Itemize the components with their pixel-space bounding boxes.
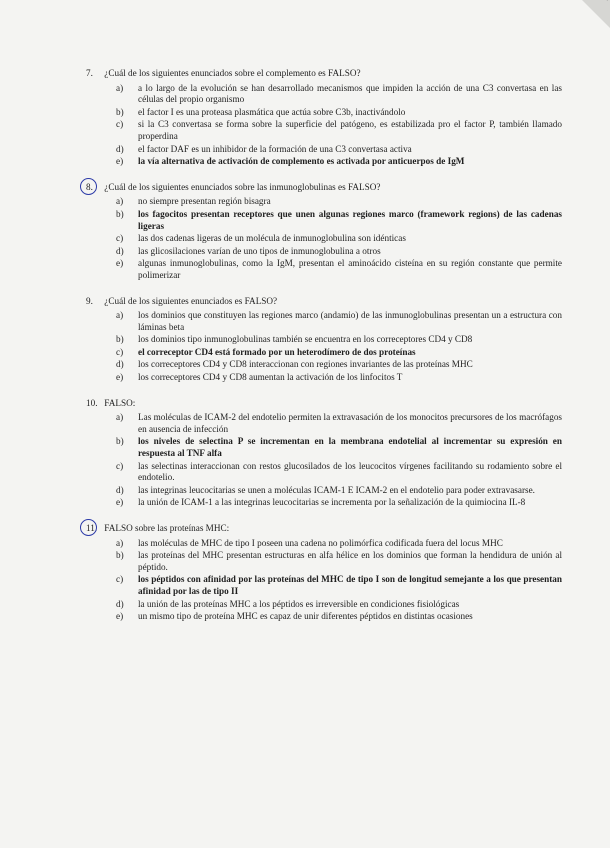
handwritten-circle-mark [80,178,97,195]
question-stem [86,523,562,535]
question-7 [86,68,562,168]
option-c: c) las selectinas interaccionan con restos glucosilados de los leucocitos vírgenes facilitando su rodamiento sobre el endotelio. [116,460,562,483]
option-list [86,83,562,168]
option-d: d) los correceptores CD4 y CD8 interaccionan con regiones invariantes de las proteínas MHC [116,359,473,370]
option-e: e) algunas inmunoglobulinas, como la IgM, presentan el aminoácido cisteína en su región constante que permite polimerizar [116,258,562,280]
question-text: ¿Cuál de los siguientes enunciados es FALSO? [104,295,278,306]
option-c: c) el correceptor CD4 está formado por un heterodímero de dos proteínas [116,346,416,357]
option-e: e) la vía alternativa de activación de complemento es activada por anticuerpos de IgM [116,156,465,167]
question-number: 11. [86,523,98,533]
option-a: a) Las moléculas de ICAM-2 del endotelio permiten la extravasación de los monocitos precursores de los macrófagos en ausencia de infección [116,412,562,434]
question-stem [86,68,562,80]
option-b: b) las proteínas del MHC presentan estructuras en alfa hélice en los dominios que forman la hendidura de unión al péptido. [116,550,562,572]
option-c: c) los péptidos con afinidad por las proteínas del MHC de tipo I son de longitud semejante a los que presentan afinidad por las de tipo II [116,574,562,596]
option-list [86,196,562,281]
option-e: e) un mismo tipo de proteína MHC es capaz de unir diferentes péptidos en distintas ocasiones [116,611,473,622]
question-stem [86,182,562,194]
option-b: b) los fagocitos presentan receptores que unen algunas regiones marco (framework regions) de las cadenas ligeras [116,208,562,231]
option-list [86,310,562,384]
question-stem [86,296,562,308]
option-a: a) no siempre presentan región bisagra [116,196,271,207]
option-a: a) a lo largo de la evolución se han desarrollado mecanismos que impiden la acción de una C3 convertasa en las células del propio organismo [116,82,562,105]
question-stem [86,398,562,410]
option-d: d) las integrinas leucocitarias se unen a moléculas ICAM-1 E ICAM-2 en el endotelio para poder extravasarse. [116,484,535,495]
question-number: 9. [86,295,93,306]
question-8 [86,182,562,282]
option-e: e) la unión de ICAM-1 a las integrinas leucocitarias se incrementa por la señalización de la quimiocina IL-8 [116,497,526,508]
question-number: 8. [86,181,93,192]
option-e: e) los correceptores CD4 y CD8 aumentan la activación de los linfocitos T [116,372,403,383]
question-number: 10. [86,397,98,408]
question-text: ¿Cuál de los siguientes enunciados sobre las inmunoglobulinas es FALSO? [104,181,381,192]
page-fold-corner [582,0,610,28]
option-list [86,538,562,623]
question-list [86,68,562,637]
question-text: FALSO: [104,397,136,408]
option-a: a) los dominios que constituyen las regiones marco (andamio) de las inmunoglobulinas presentan un a estructura con láminas beta [116,310,562,332]
question-number: 7. [86,68,93,78]
option-d: d) las glicosilaciones varían de uno tipos de inmunoglobulina a otros [116,245,381,256]
option-c: c) si la C3 convertasa se forma sobre la superficie del patógeno, es estabilizada pro el factor P, también llamado properdina [116,119,562,141]
option-d: d) el factor DAF es un inhibidor de la formación de una C3 convertasa activa [116,143,412,154]
handwritten-circle-mark [80,519,97,536]
option-a: a) las moléculas de MHC de tipo I poseen una cadena no polimórfica codificada fuera del locus MHC [116,537,503,548]
option-b: b) los dominios tipo inmunoglobulinas también se encuentra en los correceptores CD4 y CD8 [116,334,473,345]
option-b: b) los niveles de selectina P se incrementan en la membrana endotelial al incrementar su expresión en respuesta al TNF alfa [116,436,562,459]
question-9 [86,296,562,384]
question-10 [86,398,562,509]
question-text: ¿Cuál de los siguientes enunciados sobre el complemento es FALSO? [104,68,361,78]
option-c: c) las dos cadenas ligeras de un molécula de inmunoglobulina son idénticas [116,233,406,244]
option-b: b) el factor I es una proteasa plasmática que actúa sobre C3b, inactivándolo [116,106,406,117]
option-list [86,412,562,509]
option-d: d) la unión de las proteínas MHC a los péptidos es irreversible en condiciones fisiológicas [116,598,460,609]
question-11 [86,523,562,623]
question-text: FALSO sobre las proteínas MHC: [104,523,230,533]
